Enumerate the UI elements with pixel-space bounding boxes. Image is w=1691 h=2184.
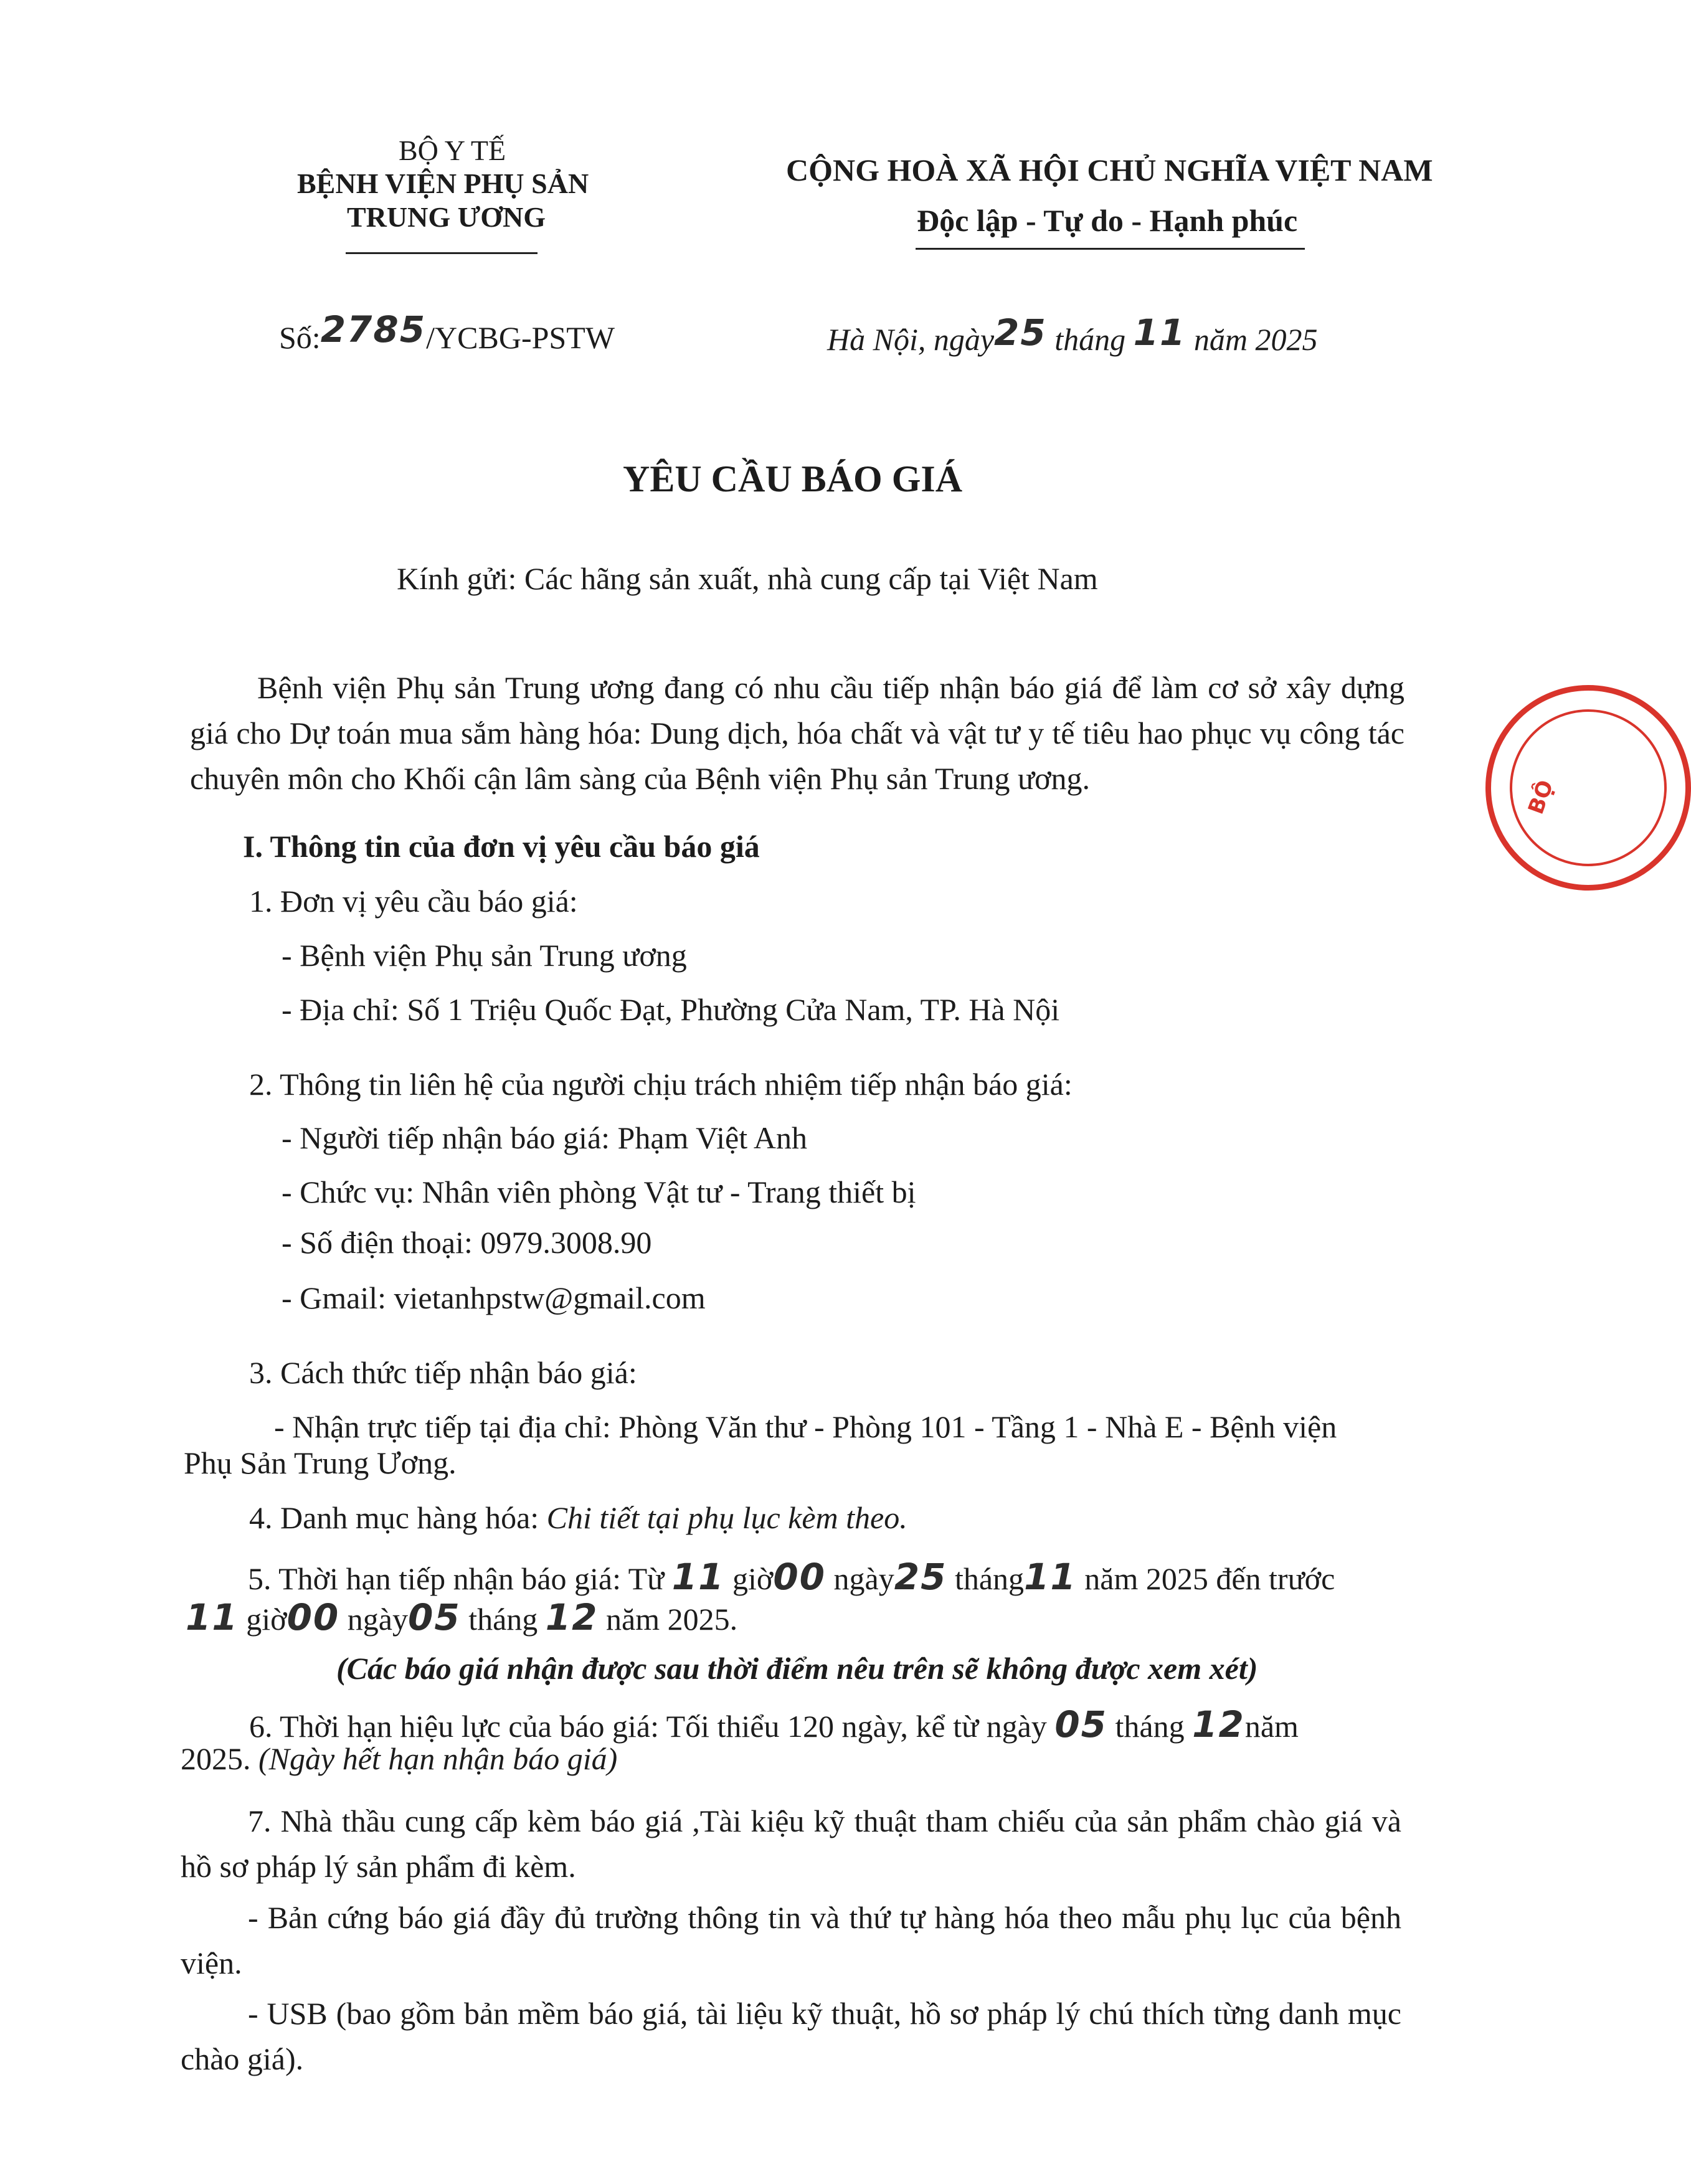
item5-day-handwritten: 25	[894, 1556, 947, 1598]
item6-text1: 6. Thời hạn hiệu lực của báo giá: Tối thiểu 120 ngày, kể từ ngày	[249, 1709, 1047, 1744]
number-prefix: Số:	[279, 320, 321, 355]
document-title: YÊU CẦU BÁO GIÁ	[623, 458, 963, 499]
item5-text8: tháng	[468, 1602, 538, 1637]
intro-paragraph: Bệnh viện Phụ sản Trung ương đang có nhu cầu tiếp nhận báo giá để làm cơ sở xây dựng giá cho Dự toán mua sắm hàng hóa: Dung dịch, hóa chất và vật tư y tế tiêu hao phục vụ công tác chuyên môn cho Khối cận lâm sàng của Bệnh viện Phụ sản Trung ương.	[190, 670, 1404, 796]
item5-hour-handwritten: 11	[671, 1556, 725, 1598]
item4-label: 4. Danh mục hàng hóa:	[249, 1500, 539, 1535]
item5-line2	[186, 1596, 737, 1638]
item3-label: 3. Cách thức tiếp nhận báo giá:	[249, 1355, 637, 1390]
item2-position: - Chức vụ: Nhân viên phòng Vật tư - Trang thiết bị	[282, 1175, 916, 1209]
recipient-line: Kính gửi: Các hãng sản xuất, nhà cung cấp tại Việt Nam	[397, 561, 1098, 596]
item2-label: 2. Thông tin liên hệ của người chịu trách nhiệm tiếp nhận báo giá:	[249, 1067, 1073, 1102]
date-year: năm 2025	[1193, 322, 1318, 357]
item6-line2	[181, 1741, 617, 1777]
item7-usb: - USB (bao gồm bản mềm báo giá, tài liệu kỹ thuật, hồ sơ pháp lý chú thích từng danh mục chào giá).	[181, 1996, 1401, 2076]
item1-hospital: - Bệnh viện Phụ sản Trung ương	[282, 938, 687, 973]
item5-text7: ngày	[347, 1602, 408, 1637]
item7-paragraph: 7. Nhà thầu cung cấp kèm báo giá ,Tài kiệu kỹ thuật tham chiếu của sản phẩm chào giá và hồ sơ pháp lý sản phẩm đi kèm.	[181, 1803, 1401, 1884]
item3-address-line1: - Nhận trực tiếp tại địa chỉ: Phòng Văn thư - Phòng 101 - Tầng 1 - Nhà E - Bệnh viện	[274, 1409, 1337, 1444]
item5-day2-handwritten: 05	[407, 1596, 461, 1638]
item6-text3: năm	[1244, 1709, 1299, 1744]
document-number	[279, 308, 615, 357]
republic-name: CỘNG HOÀ XÃ HỘI CHỦ NGHĨA VIỆT NAM	[786, 153, 1433, 187]
hospital-name-line1: BỆNH VIỆN PHỤ SẢN	[297, 168, 589, 199]
item6-note: (Ngày hết hạn nhận báo giá)	[258, 1741, 618, 1776]
item1-label: 1. Đơn vị yêu cầu báo giá:	[249, 884, 578, 919]
item3-address-line2: Phụ Sản Trung Ương.	[184, 1445, 457, 1480]
item5-line1	[248, 1556, 1335, 1598]
hospital-name-line2: TRUNG ƯƠNG	[347, 201, 546, 233]
item6-line1	[249, 1703, 1299, 1746]
item6-year: 2025.	[181, 1741, 251, 1776]
item6-text2: tháng	[1115, 1709, 1185, 1744]
item5-text1: 5. Thời hạn tiếp nhận báo giá: Từ	[248, 1561, 665, 1596]
item4-line	[249, 1500, 907, 1536]
item5-text3: ngày	[833, 1561, 894, 1596]
national-motto: Độc lập - Tự do - Hạnh phúc	[917, 203, 1298, 238]
header-left-rule	[346, 252, 538, 254]
stamp-text: BỘ	[1523, 777, 1559, 818]
item5-text6: giờ	[246, 1602, 287, 1637]
item7-hardcopy: - Bản cứng báo giá đầy đủ trường thông tin và thứ tự hàng hóa theo mẫu phụ lục của bệnh viện.	[181, 1900, 1401, 1980]
late-submission-note: (Các báo giá nhận được sau thời điểm nêu trên sẽ không được xem xét)	[336, 1651, 1258, 1686]
date-month-label: tháng	[1054, 322, 1126, 357]
official-seal-stamp	[1485, 685, 1691, 891]
item5-minute-handwritten: 00	[773, 1556, 827, 1598]
date-month-handwritten: 11	[1133, 311, 1187, 354]
item6-day-handwritten: 05	[1054, 1703, 1108, 1746]
document-date	[827, 311, 1318, 359]
item5-month-handwritten: 11	[1024, 1556, 1077, 1598]
header-right-rule	[916, 248, 1305, 250]
ministry-name: BỘ Y TẾ	[399, 135, 506, 166]
item5-text5: năm 2025 đến trước	[1084, 1561, 1335, 1596]
date-day-handwritten: 25	[994, 311, 1047, 354]
number-suffix: /YCBG-PSTW	[426, 320, 615, 355]
item6-month-handwritten: 12	[1192, 1703, 1245, 1746]
item4-detail: Chi tiết tại phụ lục kèm theo.	[546, 1500, 907, 1535]
item1-address: - Địa chỉ: Số 1 Triệu Quốc Đạt, Phường Cửa Nam, TP. Hà Nội	[282, 992, 1060, 1027]
item2-contact-person: - Người tiếp nhận báo giá: Phạm Việt Anh	[282, 1120, 807, 1155]
item5-month2-handwritten: 12	[545, 1596, 599, 1638]
item5-minute2-handwritten: 00	[287, 1596, 340, 1638]
number-handwritten: 2785	[320, 308, 427, 351]
section1-heading: I. Thông tin của đơn vị yêu cầu báo giá	[243, 829, 760, 864]
item5-text4: tháng	[954, 1561, 1025, 1596]
item2-email: - Gmail: vietanhpstw@gmail.com	[282, 1280, 706, 1315]
item5-text2: giờ	[732, 1561, 774, 1596]
item2-phone: - Số điện thoại: 0979.3008.90	[282, 1225, 652, 1260]
item5-text9: năm 2025.	[606, 1602, 738, 1637]
date-place: Hà Nội, ngày	[827, 322, 995, 357]
item5-hour2-handwritten: 11	[186, 1596, 239, 1638]
